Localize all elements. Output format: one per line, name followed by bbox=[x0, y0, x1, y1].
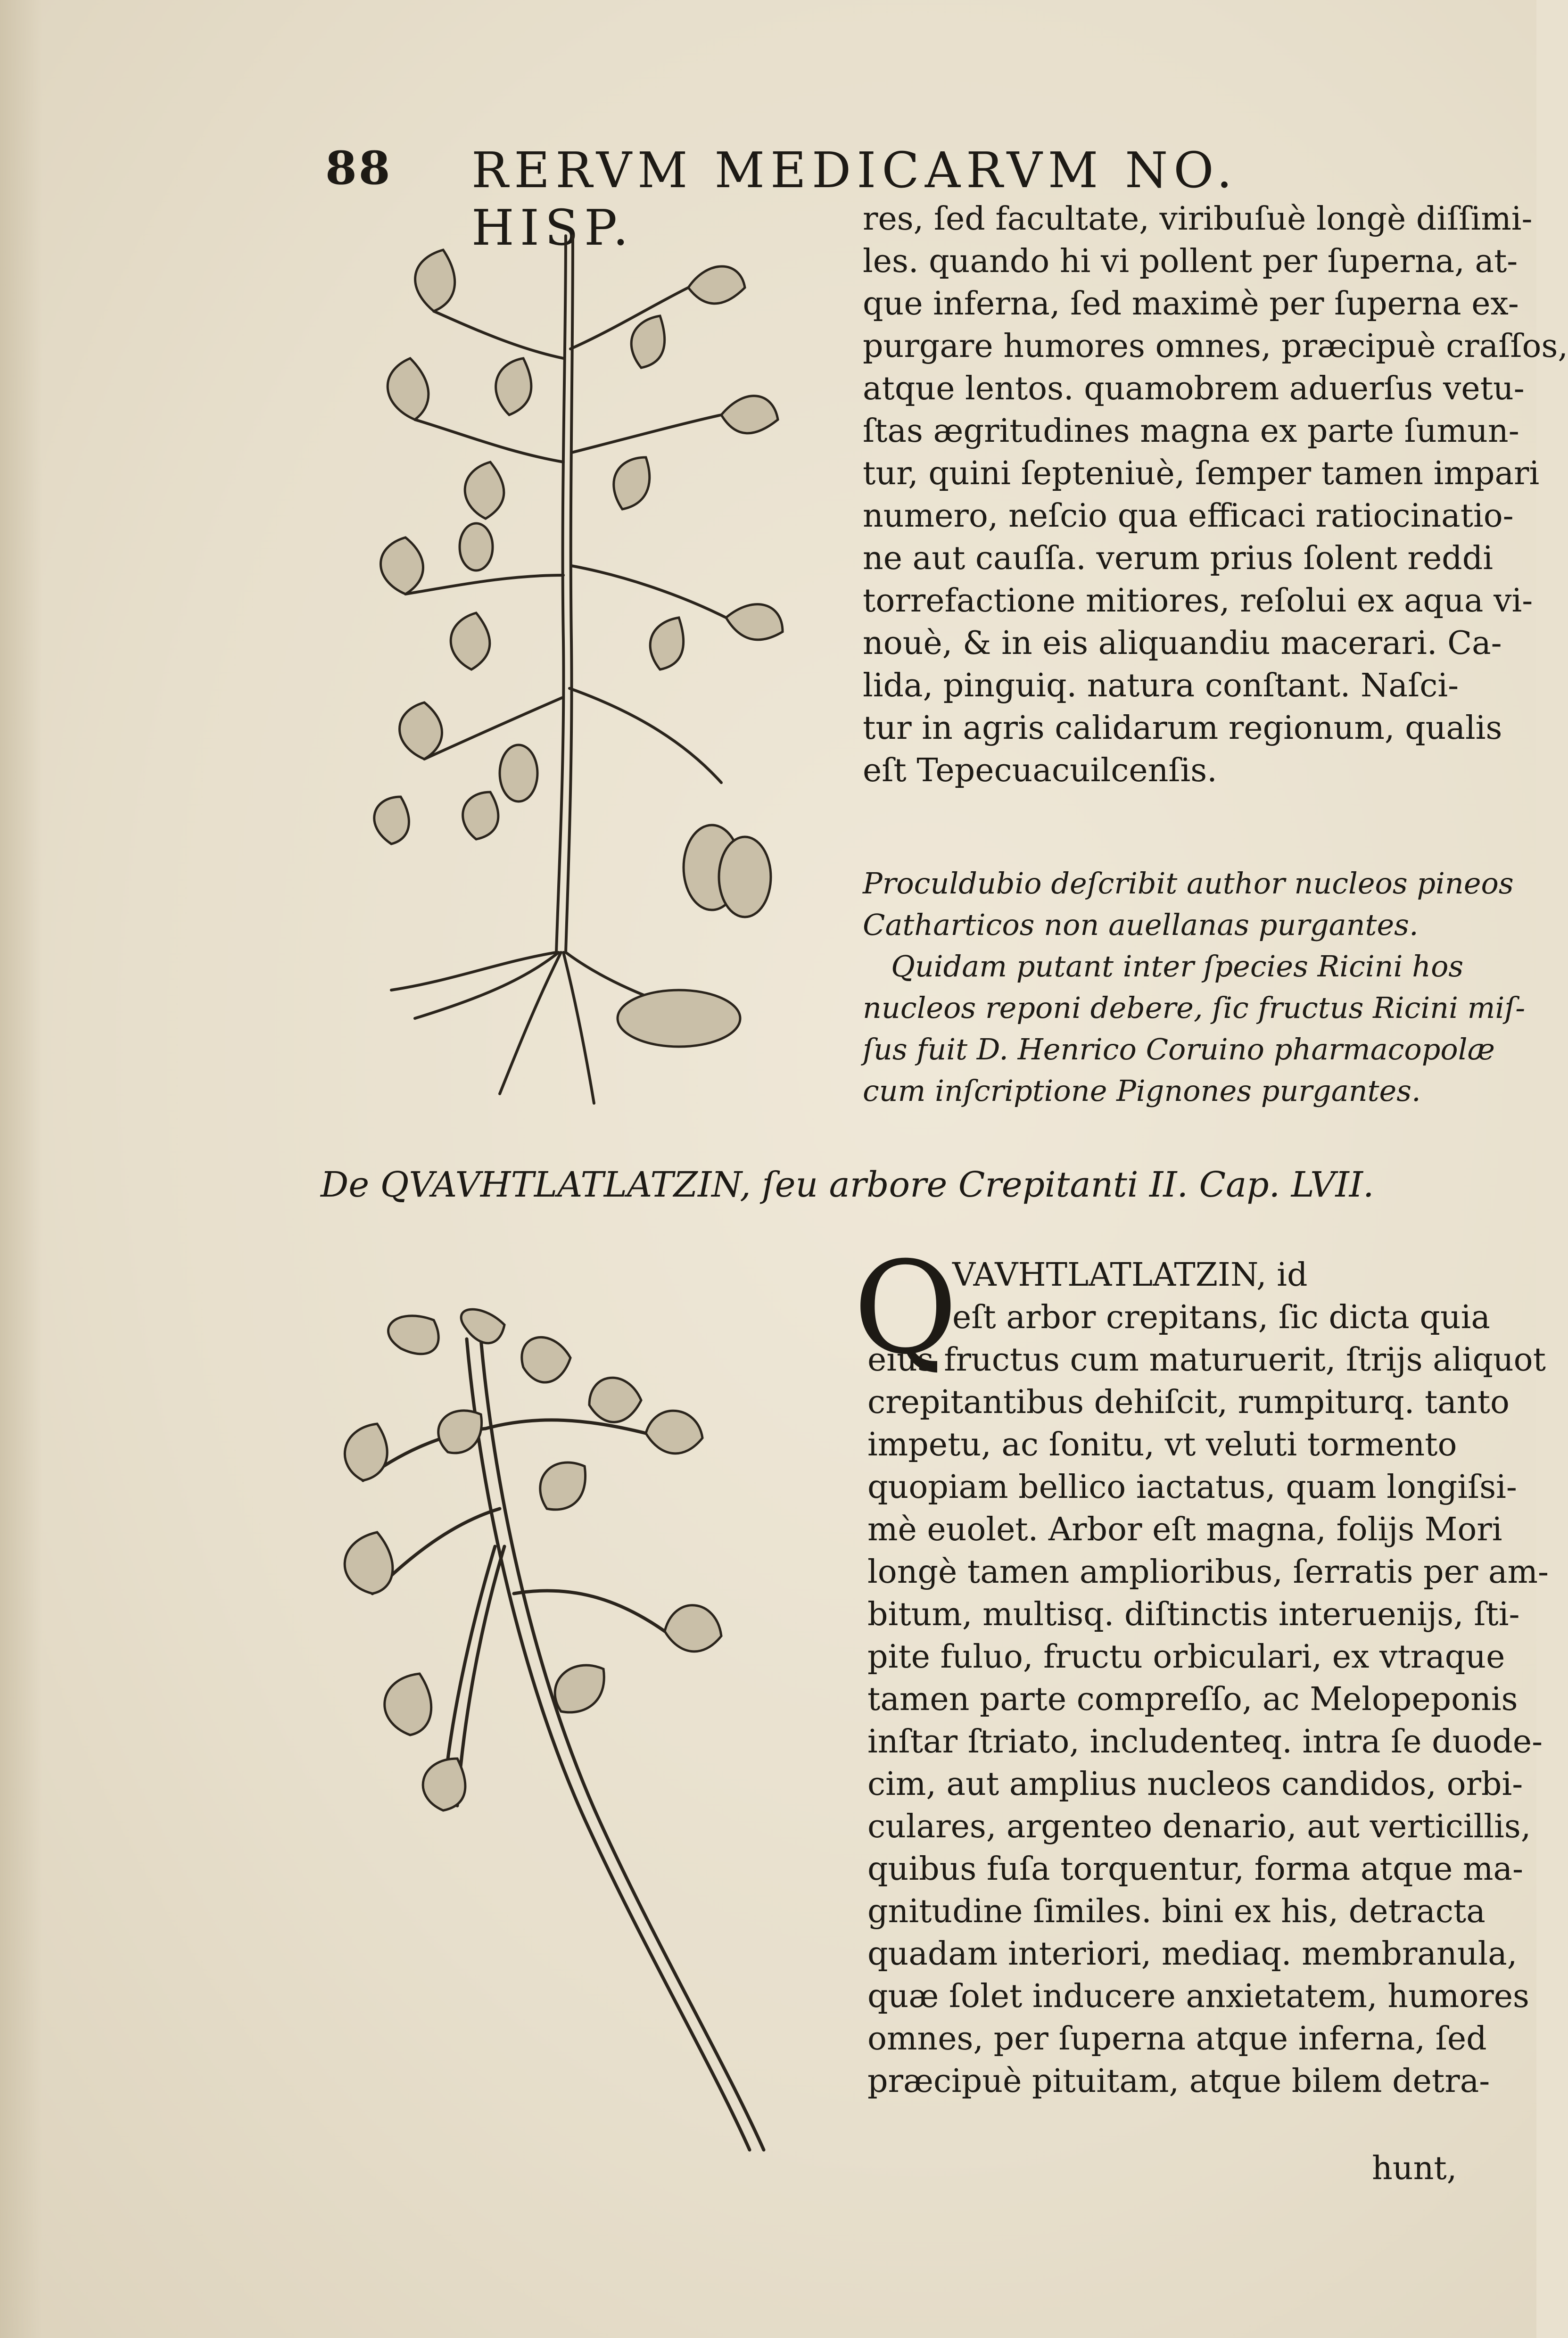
annotation-note bbox=[863, 863, 1526, 1112]
note-line: nucleos reponi debere, ſic fructus Ricini miſ- bbox=[863, 991, 1526, 1025]
chapter-heading: De QVAVHTLATLATZIN, ſeu arbore Crepitanti II. Cap. LVII. bbox=[321, 1165, 1374, 1205]
note-line: cum inſcriptione Pignones purgantes. bbox=[863, 1074, 1421, 1108]
running-head: RERVM MEDICARVM NO. HISP. bbox=[471, 141, 1238, 256]
text-line: VAVHTLATLATZIN, id bbox=[952, 1256, 1308, 1294]
text-line: ne aut cauſſa. verum prius ſolent reddi bbox=[863, 540, 1493, 577]
text-line: numero, neſcio qua efficaci ratiocinatio- bbox=[863, 497, 1514, 535]
drop-capital: Q bbox=[853, 1234, 958, 1382]
text-line: mè euolet. Arbor eſt magna, folijs Mori bbox=[867, 1511, 1502, 1548]
woodcut-plant-illustration bbox=[321, 217, 830, 1122]
text-line: les. quando hi vi pollent per ſuperna, at- bbox=[863, 243, 1518, 280]
text-line: quadam interiori, mediaq. membranula, bbox=[867, 1935, 1518, 1973]
text-line: pite fuluo, fructu orbiculari, ex vtraque bbox=[867, 1638, 1505, 1676]
note-line: Catharticos non auellanas purgantes. bbox=[863, 908, 1419, 942]
text-line: præcipuè pituitam, atque bilem detra- bbox=[867, 2063, 1490, 2100]
text-line: eſt arbor crepitans, ſic dicta quia bbox=[952, 1299, 1490, 1336]
text-line: bitum, multisq. diſtinctis interuenijs, ſti- bbox=[867, 1596, 1520, 1633]
note-line: ſus fuit D. Henrico Coruino pharmacopolæ bbox=[863, 1032, 1495, 1066]
text-line: eius fructus cum maturuerit, ſtrijs aliquot bbox=[867, 1341, 1546, 1379]
text-line: gnitudine ſimiles. bini ex his, detracta bbox=[867, 1893, 1485, 1930]
main-text-block-2 bbox=[867, 1254, 1549, 2103]
text-line: inſtar ſtriato, includenteq. intra ſe duode- bbox=[867, 1723, 1543, 1760]
text-line: que inferna, ſed maximè per ſuperna ex- bbox=[863, 285, 1519, 322]
text-line: nouè, & in eis aliquandiu macerari. Ca- bbox=[863, 625, 1502, 662]
text-line: eſt Tepecuacuilcenſis. bbox=[863, 752, 1217, 789]
text-line: omnes, per ſuperna atque inferna, ſed bbox=[867, 2020, 1487, 2057]
text-line: tamen parte compreſſo, ac Melopeponis bbox=[867, 1681, 1518, 1718]
text-line: longè tamen amplioribus, ſerratis per am- bbox=[867, 1553, 1549, 1591]
text-line: purgare humores omnes, præcipuè craſſos, bbox=[863, 328, 1568, 365]
woodcut-branch-illustration bbox=[325, 1311, 820, 2164]
catchword: hunt, bbox=[1372, 2150, 1457, 2187]
text-line: res, ſed facultate, viribuſuè longè diſſimi- bbox=[863, 200, 1533, 238]
text-line: tur, quini ſepteniuè, ſemper tamen impari bbox=[863, 455, 1540, 492]
text-line: ſtas ægritudines magna ex parte ſumun- bbox=[863, 413, 1519, 450]
text-line: atque lentos. quamobrem aduerſus vetu- bbox=[863, 370, 1525, 407]
text-line: quopiam bellico iactatus, quam longiſsi- bbox=[867, 1469, 1517, 1506]
text-line: cim, aut amplius nucleos candidos, orbi- bbox=[867, 1766, 1523, 1803]
text-line: crepitantibus dehiſcit, rumpiturq. tanto bbox=[867, 1384, 1510, 1421]
main-text-block-1 bbox=[863, 198, 1568, 792]
text-line: quæ ſolet inducere anxietatem, humores bbox=[867, 1978, 1529, 2015]
page-gutter-shadow bbox=[0, 0, 42, 2338]
note-line: Quidam putant inter ſpecies Ricini hos bbox=[891, 949, 1464, 983]
text-line: torrefactione mitiores, reſolui ex aqua vi- bbox=[863, 582, 1533, 620]
text-line: lida, pinguiq. natura conſtant. Naſci- bbox=[863, 667, 1459, 704]
page-number: 88 bbox=[325, 141, 392, 195]
text-line: quibus fuſa torquentur, forma atque ma- bbox=[867, 1851, 1524, 1888]
text-line: tur in agris calidarum regionum, qualis bbox=[863, 710, 1502, 747]
text-line: impetu, ac ſonitu, vt veluti tormento bbox=[867, 1426, 1457, 1463]
text-line: culares, argenteo denario, aut verticillis, bbox=[867, 1808, 1531, 1845]
note-line: Proculdubio deſcribit author nucleos pineos bbox=[863, 866, 1514, 901]
